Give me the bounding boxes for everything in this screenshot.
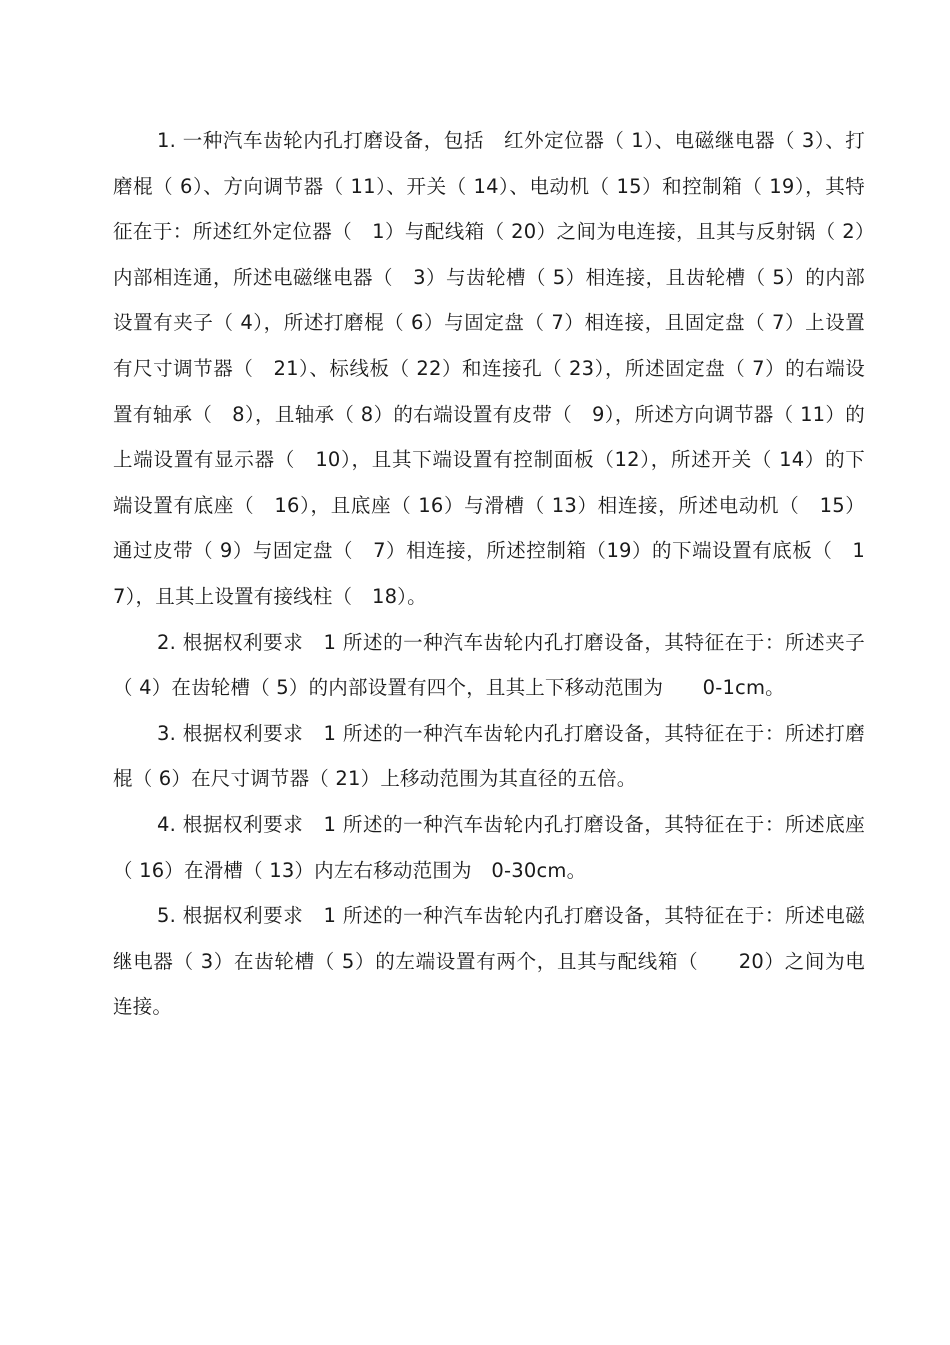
claims-section [113, 118, 865, 1030]
claim-2: 2. 根据权利要求 1 所述的一种汽车齿轮内孔打磨设备，其特征在于：所述夹子（ 4）在齿轮槽（ 5）的内部设置有四个，且其上下移动范围为 0-1cm。 [113, 630, 865, 700]
claim-1: 1. 一种汽车齿轮内孔打磨设备，包括 红外定位器（ 1）、电磁继电器（ 3）、打磨棍（ 6）、方向调节器（ 11）、开关（ 14）、电动机（ 15）和控制箱（ 19），其特征在于：所述红外定位器（ 1）与配线箱（ 20）之间为电连接，且其与反射锅（ 2）内部相连通，所述电磁继电器（ 3）与齿轮槽（ 5）相连接，且齿轮槽（ 5）的内部设置有夹子（ 4），所述打磨棍（ 6）与固定盘（ 7）相连接，且固定盘（ 7）上设置有尺寸调节器（ 21）、标线板（ 22）和连接孔（ 23），所述固定盘（ 7）的右端设置有轴承（ 8），且轴承（ 8）的右端设置有皮带（ 9），所述方向调节器（ 11）的上端设置有显示器（ 10），且其下端设置有控制面板（12），所述开关（ 14）的下端设置有底座（ 16），且底座（ 16）与滑槽（ 13）相连接，所述电动机（ 15）通过皮带（ 9）与固定盘（ 7）相连接，所述控制箱（19）的下端设置有底板（ 17），且其上设置有接线柱（ 18）。 [113, 129, 865, 608]
claim-3: 3. 根据权利要求 1 所述的一种汽车齿轮内孔打磨设备，其特征在于：所述打磨棍（ 6）在尺寸调节器（ 21）上移动范围为其直径的五倍。 [113, 721, 865, 791]
claim-4: 4. 根据权利要求 1 所述的一种汽车齿轮内孔打磨设备，其特征在于：所述底座（ 16）在滑槽（ 13）内左右移动范围为 0-30cm。 [113, 812, 865, 882]
claim-5: 5. 根据权利要求 1 所述的一种汽车齿轮内孔打磨设备，其特征在于：所述电磁继电器（ 3）在齿轮槽（ 5）的左端设置有两个，且其与配线箱（ 20）之间为电连接。 [113, 904, 865, 1019]
